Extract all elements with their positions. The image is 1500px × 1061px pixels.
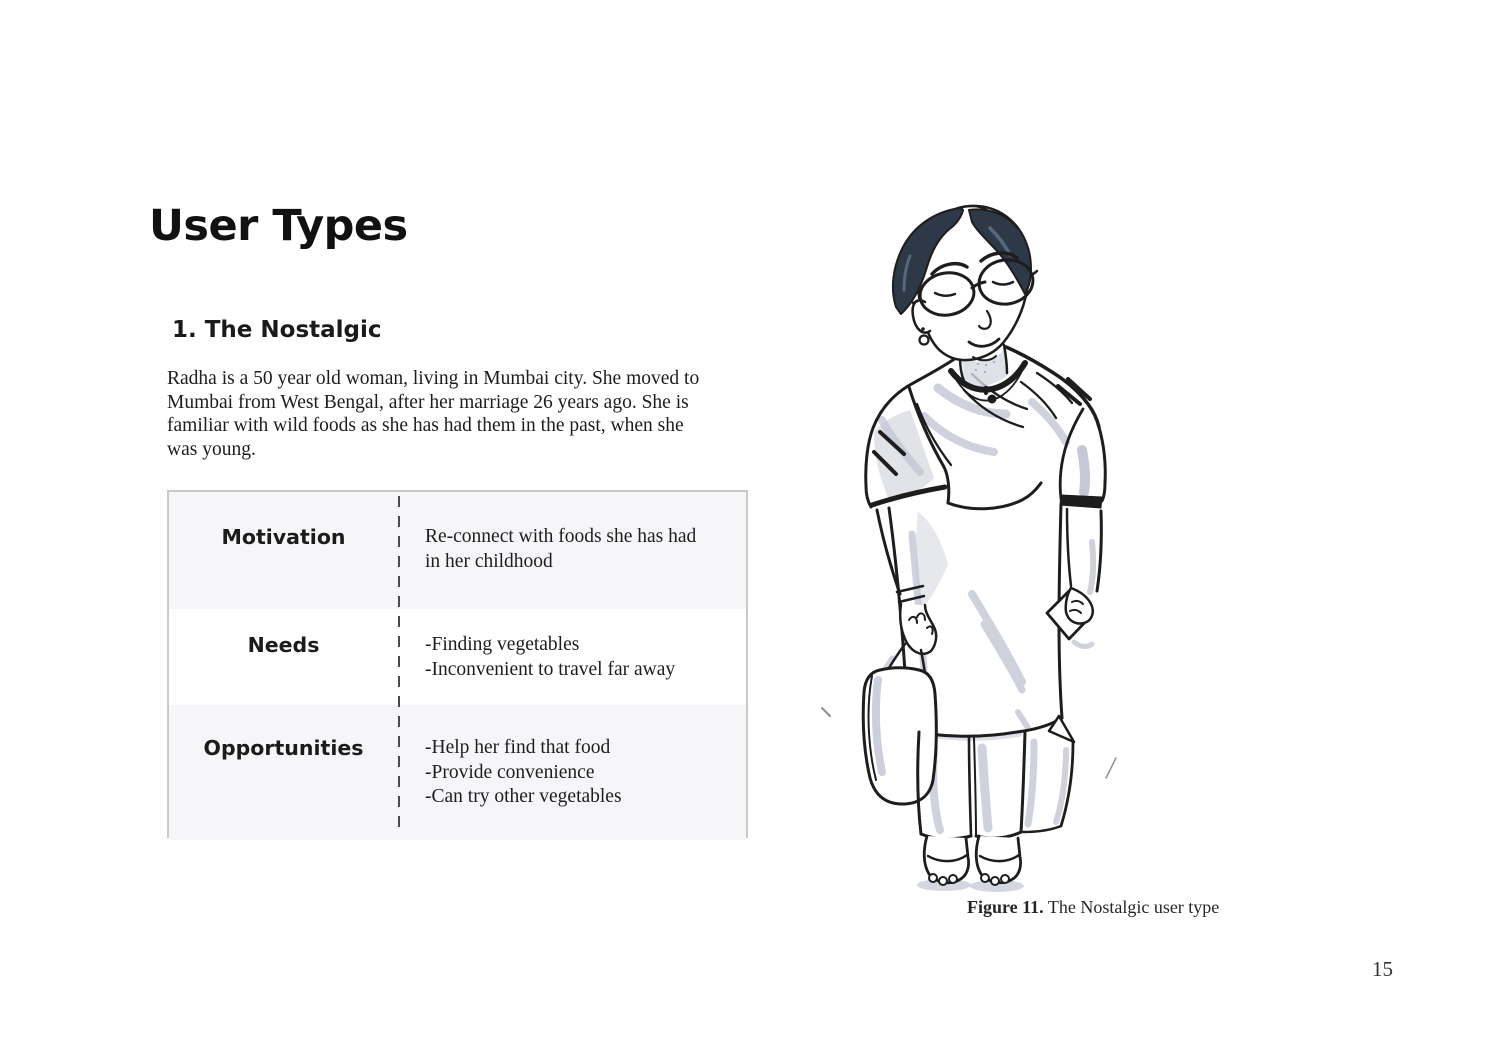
page-number: 15 [1372,957,1393,981]
paragraph-line: Radha is a 50 year old woman, living in Mumbai city. She moved to [167,368,700,389]
cell-line: -Help her find that food [425,737,611,758]
intro-paragraph [167,367,767,461]
figure-caption [967,897,1219,918]
figure-caption-text: The Nostalgic user type [1043,897,1220,917]
cell-line: in her childhood [425,550,553,572]
paragraph-line: familiar with wild foods as she has had them in the past, when she [167,415,684,437]
row-content [398,492,746,609]
cell-line: -Can try other vegetables [425,786,622,807]
row-label: Motivation [221,525,346,549]
section-heading: 1. The Nostalgic [172,317,382,343]
figure-caption-label: Figure 11. [967,897,1044,917]
cell-line: -Inconvenient to travel far away [425,658,676,680]
row-content [398,705,746,840]
persona-table [167,490,748,838]
row-content [398,609,746,705]
table-row-motivation [169,492,746,609]
paragraph-line: was young. [167,438,256,460]
cell-line: -Provide convenience [425,761,595,783]
dashed-column-divider [398,496,400,834]
row-label: Opportunities [203,736,364,760]
cell-line: -Finding vegetables [425,634,580,655]
persona-illustration [820,150,1140,900]
table-row-needs [169,609,746,705]
table-row-opportunities [169,705,746,840]
page-title: User Types [149,201,408,251]
row-label: Needs [247,633,320,657]
cell-line: Re-connect with foods she has had [425,526,697,547]
paragraph-line: Mumbai from West Bengal, after her marriage 26 years ago. She is [167,391,689,413]
